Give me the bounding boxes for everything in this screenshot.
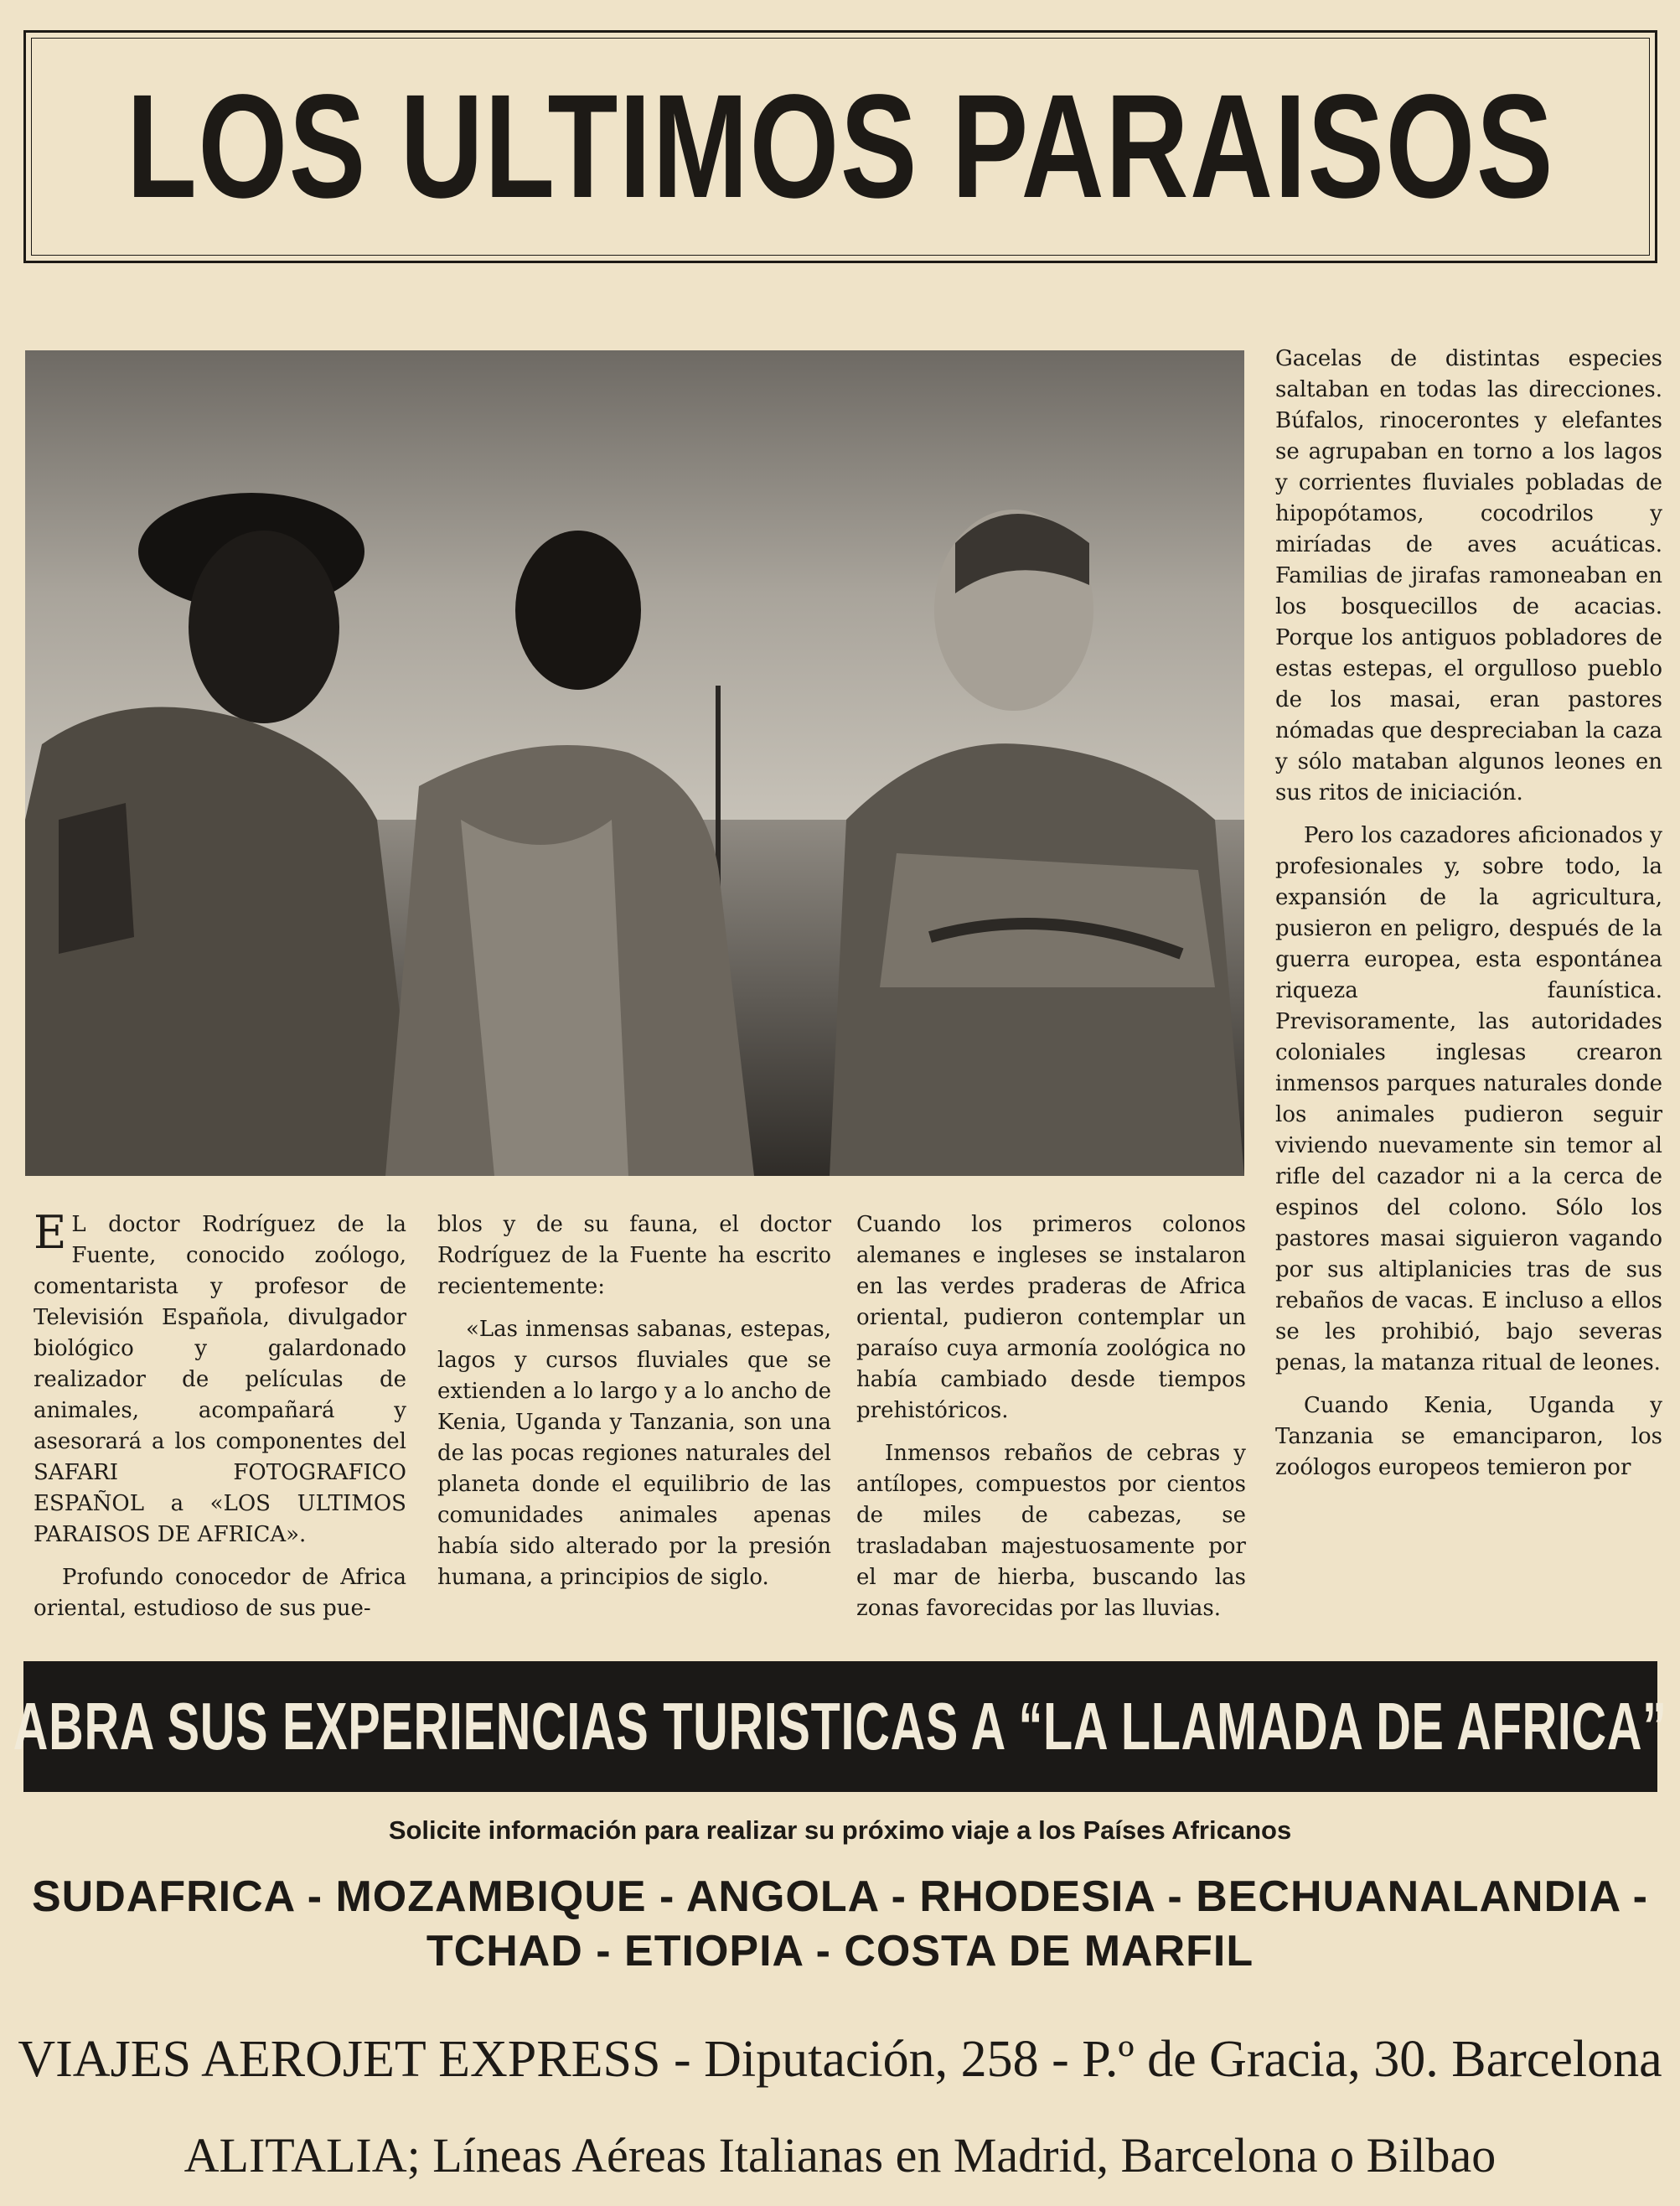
paragraph: Cuando los primeros colonos alemanes e ingleses se instalaron en las verdes praderas de Africa oriental, pudieron contemplar un paraíso cuya armonía zoológica no había cambiado desde tiempos prehistóricos. <box>856 1212 1246 1423</box>
drop-cap: E <box>34 1206 67 1259</box>
ad-banner <box>13 1661 1667 1792</box>
paragraph: Inmensos rebaños de cebras y antílopes, compuestos por cientos de miles de cabezas, se trasladaban majestuosamente por el mar de hierba, buscando las zonas favorecidas por las lluvias. <box>856 1441 1246 1621</box>
ad-countries-line-2: TCHAD - ETIOPIA - COSTA DE MARFIL <box>426 1927 1254 1976</box>
ad-banner-text: ABRA SUS EXPERIENCIAS TURISTICAS A “LA LLAMADA DE AFRICA” <box>13 1689 1667 1763</box>
photo-three-men-savanna-icon <box>25 350 1244 1176</box>
article-column-4 <box>1275 344 1662 1495</box>
ad-alitalia-line: ALITALIA; Líneas Aéreas Italianas en Madrid, Barcelona o Bilbao <box>184 2128 1496 2183</box>
article-column-2 <box>437 1209 831 1605</box>
ad-countries-line-1: SUDAFRICA - MOZAMBIQUE - ANGOLA - RHODESIA - BECHUANALANDIA - <box>31 1872 1648 1921</box>
ad-solicite-line: Solicite información para realizar su próximo viaje a los Países Africanos <box>388 1815 1292 1845</box>
article-column-1 <box>34 1206 406 1636</box>
paragraph: Pero los cazadores aficionados y profesionales y, sobre todo, la expansión de la agricultura, pusieron en peligro, después de la guerra europea, esta espontánea riqueza faunística. Previsoramente, las autoridades coloniales inglesas crearon inmensos parques naturales donde los animales pudieron seguir viviendo nuevamente sin temor al rifle del cazador ni a la cerca de espinos del colono. Sólo los pastores masai siguieron vagando por sus altiplanicies tras de sus rebaños de vacas. E incluso a ellos se les prohibió, bajo severas penas, la matanza ritual de leones. <box>1275 823 1662 1375</box>
paragraph: Profundo conocedor de Africa oriental, estudioso de sus pue- <box>34 1565 406 1621</box>
article-column-3 <box>856 1209 1246 1636</box>
paragraph: L doctor Rodríguez de la Fuente, conocido zoólogo, comentarista y profesor de Televisión Española, divulgador biológico y galardonado realizador de películas de animales, acompañará y asesorará a los componentes del SAFARI FOTOGRAFICO ESPAÑOL a «LOS ULTIMOS PARAISOS DE AFRICA». <box>34 1212 406 1547</box>
paragraph: blos y de su fauna, el doctor Rodríguez de la Fuente ha escrito recientemente: <box>437 1212 831 1299</box>
paragraph: Gacelas de distintas especies saltaban en todas las direcciones. Búfalos, rinocerontes y elefantes se agrupaban en torno a los lagos y corrientes fluviales pobladas de hipopótamos, cocodrilos y miríadas de aves acuáticas. Familias de jirafas ramoneaban en los bosquecillos de acacias. Porque los antiguos pobladores de estas estepas, el orgulloso pueblo de los masai, eran pastores nómadas que despreciaban la caza y sólo mataban algunos leones en sus ritos de iniciación. <box>1275 346 1662 805</box>
ad-agency-address: VIAJES AEROJET EXPRESS - Diputación, 258 - P.º de Gracia, 30. Barcelona <box>18 2031 1662 2088</box>
headline-box <box>23 30 1657 263</box>
paragraph: «Las inmensas sabanas, estepas, lagos y cursos fluviales que se extienden a lo largo y a lo ancho de Kenia, Uganda y Tanzania, son una de las pocas regiones naturales del planeta donde el equilibrio de las comunidades animales apenas había sido alterado por la presión humana, a principios de siglo. <box>437 1317 831 1590</box>
paragraph: Cuando Kenia, Uganda y Tanzania se emanciparon, los zoólogos europeos temieron por <box>1275 1393 1662 1480</box>
headline: LOS ULTIMOS PARAISOS <box>126 65 1555 229</box>
article-photo <box>25 350 1244 1176</box>
